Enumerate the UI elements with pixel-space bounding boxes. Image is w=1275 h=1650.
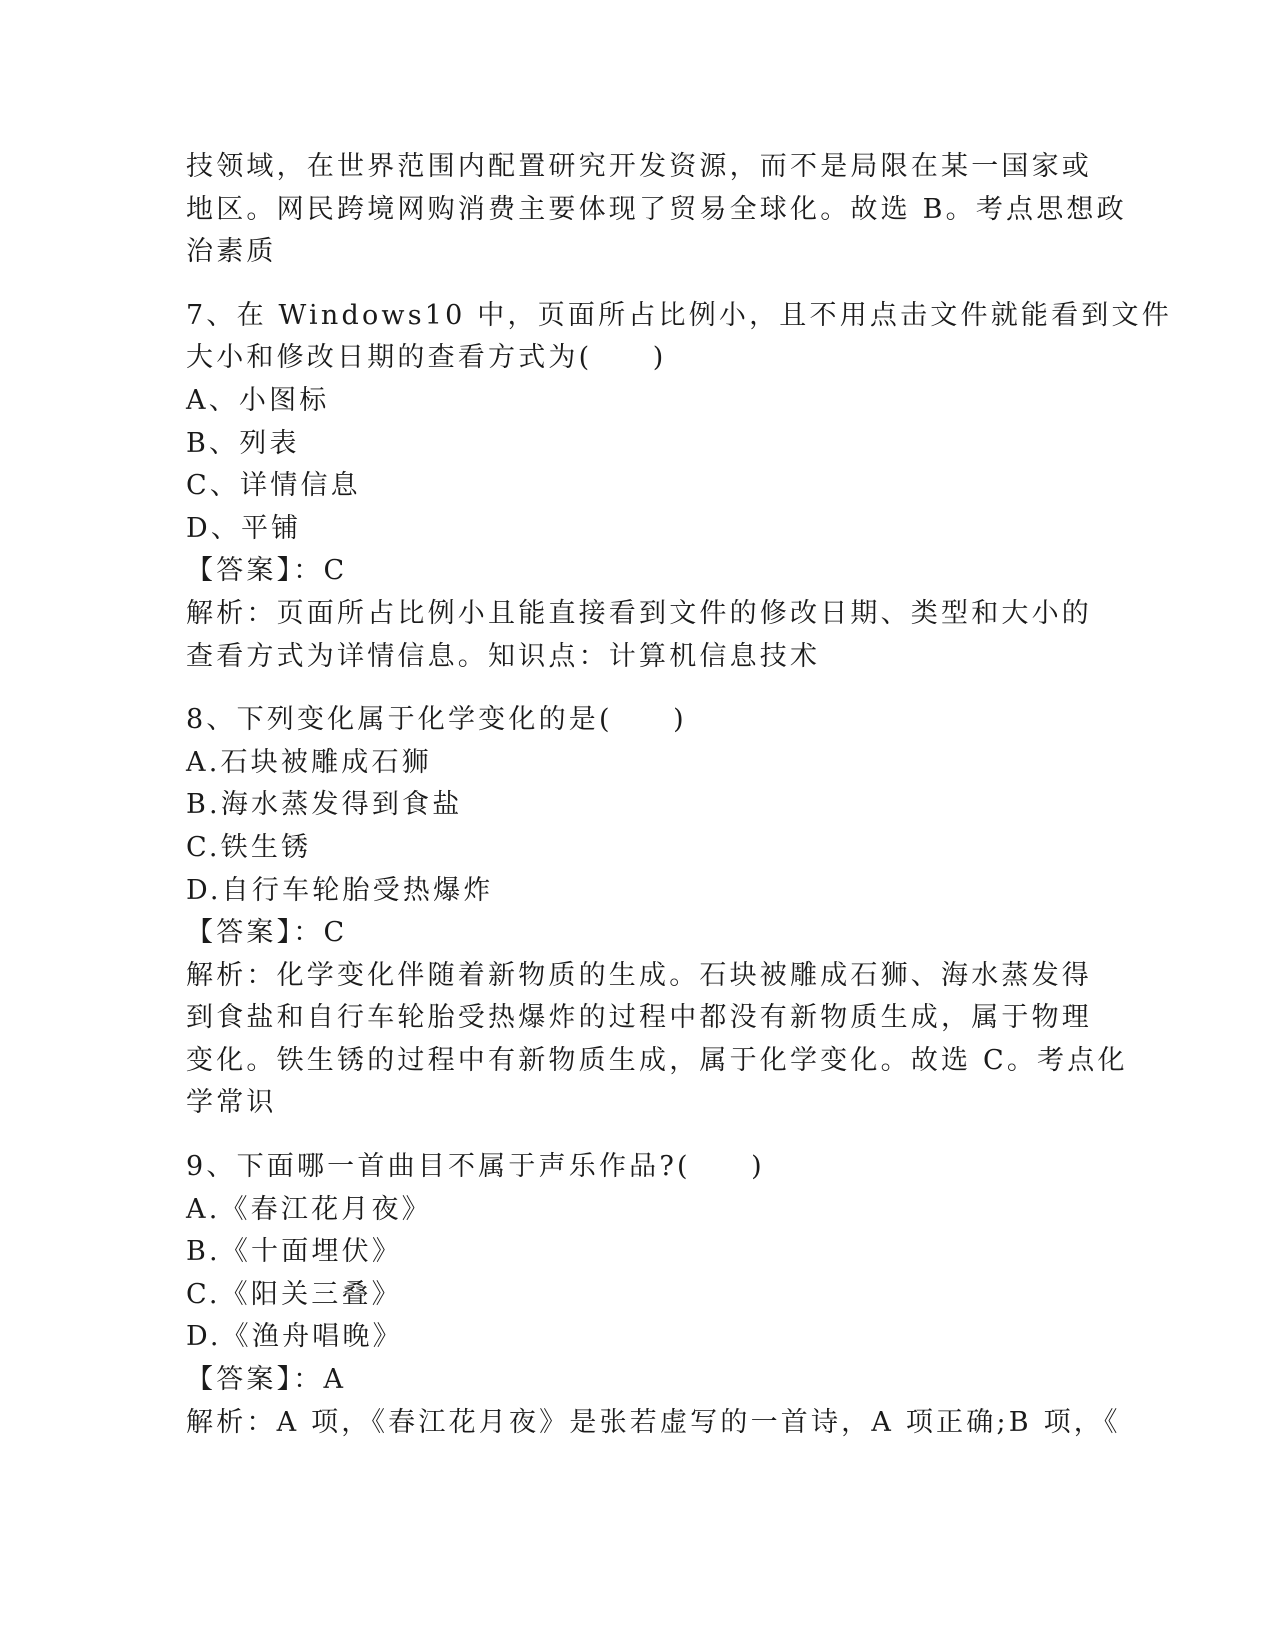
option-c: C、详情信息 <box>186 470 361 502</box>
answer-line: 【答案】：C <box>186 555 348 587</box>
question-stem: 8、下列变化属于化学变化的是( ) <box>186 704 687 736</box>
option-a: A.《春江花月夜》 <box>186 1193 432 1225</box>
option-b: B.《十面埋伏》 <box>186 1236 403 1268</box>
previous-analysis <box>186 146 1127 274</box>
question-8 <box>186 699 1128 1125</box>
text-line: 地区。网民跨境网购消费主要体现了贸易全球化。故选 B。考点思想政 <box>186 193 1127 225</box>
analysis-line: 学常识 <box>186 1087 277 1119</box>
option-b: B、列表 <box>186 427 300 459</box>
option-c: C.《阳关三叠》 <box>186 1278 402 1310</box>
text-line: 技领域，在世界范围内配置研究开发资源，而不是局限在某一国家或 <box>186 151 1092 182</box>
option-a: A.石块被雕成石狮 <box>186 746 432 778</box>
question-stem: 9、下面哪一首曲目不属于声乐作品?( ) <box>186 1151 765 1183</box>
question-9 <box>186 1146 1121 1444</box>
analysis-line: 到食盐和自行车轮胎受热爆炸的过程中都没有新物质生成，属于物理 <box>186 1002 1092 1034</box>
option-c: C.铁生锈 <box>186 831 312 863</box>
analysis-line: 变化。铁生锈的过程中有新物质生成，属于化学变化。故选 C。考点化 <box>186 1044 1128 1076</box>
answer-line: 【答案】：A <box>186 1364 347 1396</box>
question-7 <box>186 295 1172 678</box>
option-b: B.海水蒸发得到食盐 <box>186 789 463 821</box>
option-d: D、平铺 <box>186 512 302 544</box>
analysis-line: 查看方式为详情信息。知识点：计算机信息技术 <box>186 640 821 672</box>
answer-line: 【答案】：C <box>186 917 348 949</box>
document-body <box>186 146 1172 1444</box>
analysis-line: 解析：A 项，《春江花月夜》是张若虚写的一首诗，A 项正确;B 项，《 <box>186 1406 1121 1438</box>
question-stem: 大小和修改日期的查看方式为( ) <box>186 342 667 374</box>
question-stem: 7、在 Windows10 中，页面所占比例小，且不用点击文件就能看到文件 <box>186 299 1172 331</box>
analysis-line: 解析：化学变化伴随着新物质的生成。石块被雕成石狮、海水蒸发得 <box>186 959 1092 991</box>
option-d: D.《渔舟唱晚》 <box>186 1321 403 1353</box>
analysis-line: 解析：页面所占比例小且能直接看到文件的修改日期、类型和大小的 <box>186 597 1092 629</box>
text-line: 治素质 <box>186 236 277 268</box>
option-a: A、小图标 <box>186 384 330 416</box>
option-d: D.自行车轮胎受热爆炸 <box>186 874 494 906</box>
